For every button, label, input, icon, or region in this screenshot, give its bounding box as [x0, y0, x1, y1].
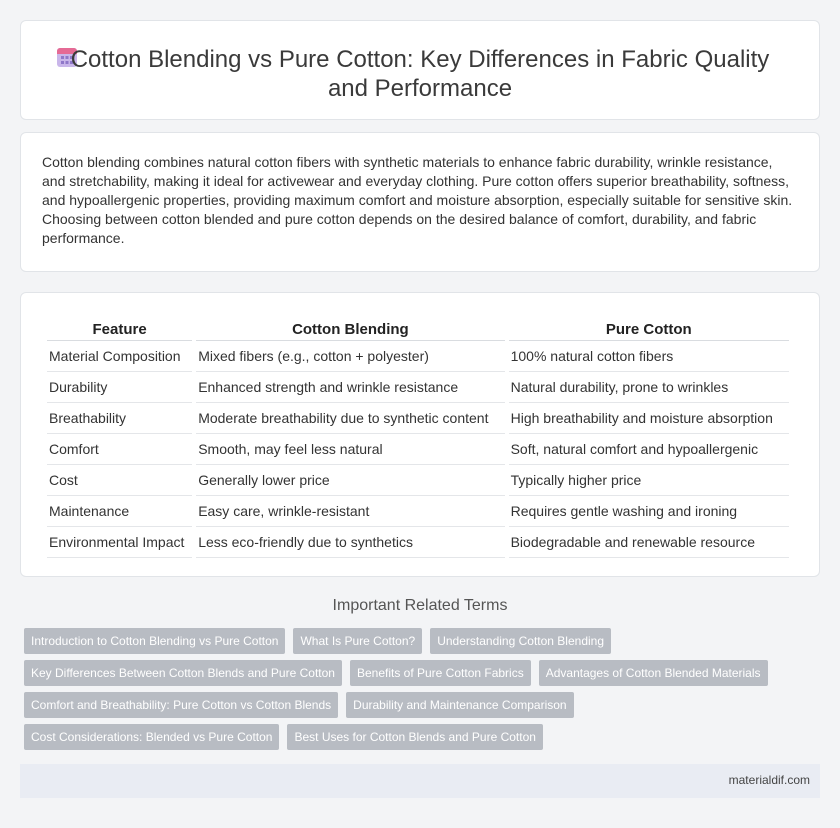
column-header: Cotton Blending	[196, 313, 504, 341]
related-terms-list	[24, 628, 814, 756]
table-cell: Moderate breathability due to synthetic content	[196, 403, 504, 434]
related-term-tag[interactable]: Best Uses for Cotton Blends and Pure Cotton	[287, 724, 542, 750]
related-term-tag[interactable]: Advantages of Cotton Blended Materials	[539, 660, 768, 686]
table-row	[47, 434, 789, 465]
related-term-tag[interactable]: Cost Considerations: Blended vs Pure Cotton	[24, 724, 279, 750]
column-header: Feature	[47, 313, 192, 341]
table-row	[47, 372, 789, 403]
intro-paragraph: Cotton blending combines natural cotton fibers with synthetic materials to enhance fabric durability, wrinkle resistance, and stretchability, making it ideal for activewear and everyday clothing. Pure cotton offers superior breathability, softness, and hypoallergenic properties, providing maximum comfort and moisture absorption, especially suitable for sensitive skin. Choosing between cotton blended and pure cotton depends on the desired balance of comfort, durability, and fabric performance.	[42, 154, 793, 246]
table-header-row	[47, 313, 789, 341]
footer-site-link[interactable]: materialdif.com	[728, 773, 810, 787]
table-cell: Typically higher price	[509, 465, 789, 496]
table-row	[47, 465, 789, 496]
column-header: Pure Cotton	[509, 313, 789, 341]
table-row	[47, 403, 789, 434]
table-cell: Maintenance	[47, 496, 192, 527]
table-cell: Durability	[47, 372, 192, 403]
table-cell: Environmental Impact	[47, 527, 192, 558]
table-cell: Material Composition	[47, 341, 192, 372]
table-row	[47, 341, 789, 372]
table-cell: Biodegradable and renewable resource	[509, 527, 789, 558]
table-cell: Comfort	[47, 434, 192, 465]
table-row	[47, 527, 789, 558]
table-cell: Soft, natural comfort and hypoallergenic	[509, 434, 789, 465]
table-cell: Mixed fibers (e.g., cotton + polyester)	[196, 341, 504, 372]
related-term-tag[interactable]: Introduction to Cotton Blending vs Pure Cotton	[24, 628, 285, 654]
table-cell: Generally lower price	[196, 465, 504, 496]
comparison-card	[20, 292, 820, 577]
page-title: Cotton Blending vs Pure Cotton: Key Differences in Fabric Quality and Performance	[70, 46, 770, 102]
related-terms-heading: Important Related Terms	[332, 597, 508, 614]
table-row	[47, 496, 789, 527]
footer	[20, 764, 820, 798]
related-term-tag[interactable]: Durability and Maintenance Comparison	[346, 692, 573, 718]
table-cell: Smooth, may feel less natural	[196, 434, 504, 465]
table-cell: Enhanced strength and wrinkle resistance	[196, 372, 504, 403]
comparison-table	[43, 313, 793, 558]
table-cell: High breathability and moisture absorption	[509, 403, 789, 434]
table-cell: Easy care, wrinkle-resistant	[196, 496, 504, 527]
title-card	[20, 20, 820, 120]
intro-card	[20, 132, 820, 272]
related-term-tag[interactable]: Understanding Cotton Blending	[430, 628, 611, 654]
table-cell: Cost	[47, 465, 192, 496]
table-cell: Requires gentle washing and ironing	[509, 496, 789, 527]
table-cell: 100% natural cotton fibers	[509, 341, 789, 372]
related-term-tag[interactable]: Benefits of Pure Cotton Fabrics	[350, 660, 531, 686]
related-term-tag[interactable]: Comfort and Breathability: Pure Cotton vs Cotton Blends	[24, 692, 338, 718]
table-cell: Breathability	[47, 403, 192, 434]
table-cell: Natural durability, prone to wrinkles	[509, 372, 789, 403]
table-cell: Less eco-friendly due to synthetics	[196, 527, 504, 558]
related-term-tag[interactable]: What Is Pure Cotton?	[293, 628, 422, 654]
related-term-tag[interactable]: Key Differences Between Cotton Blends and Pure Cotton	[24, 660, 342, 686]
